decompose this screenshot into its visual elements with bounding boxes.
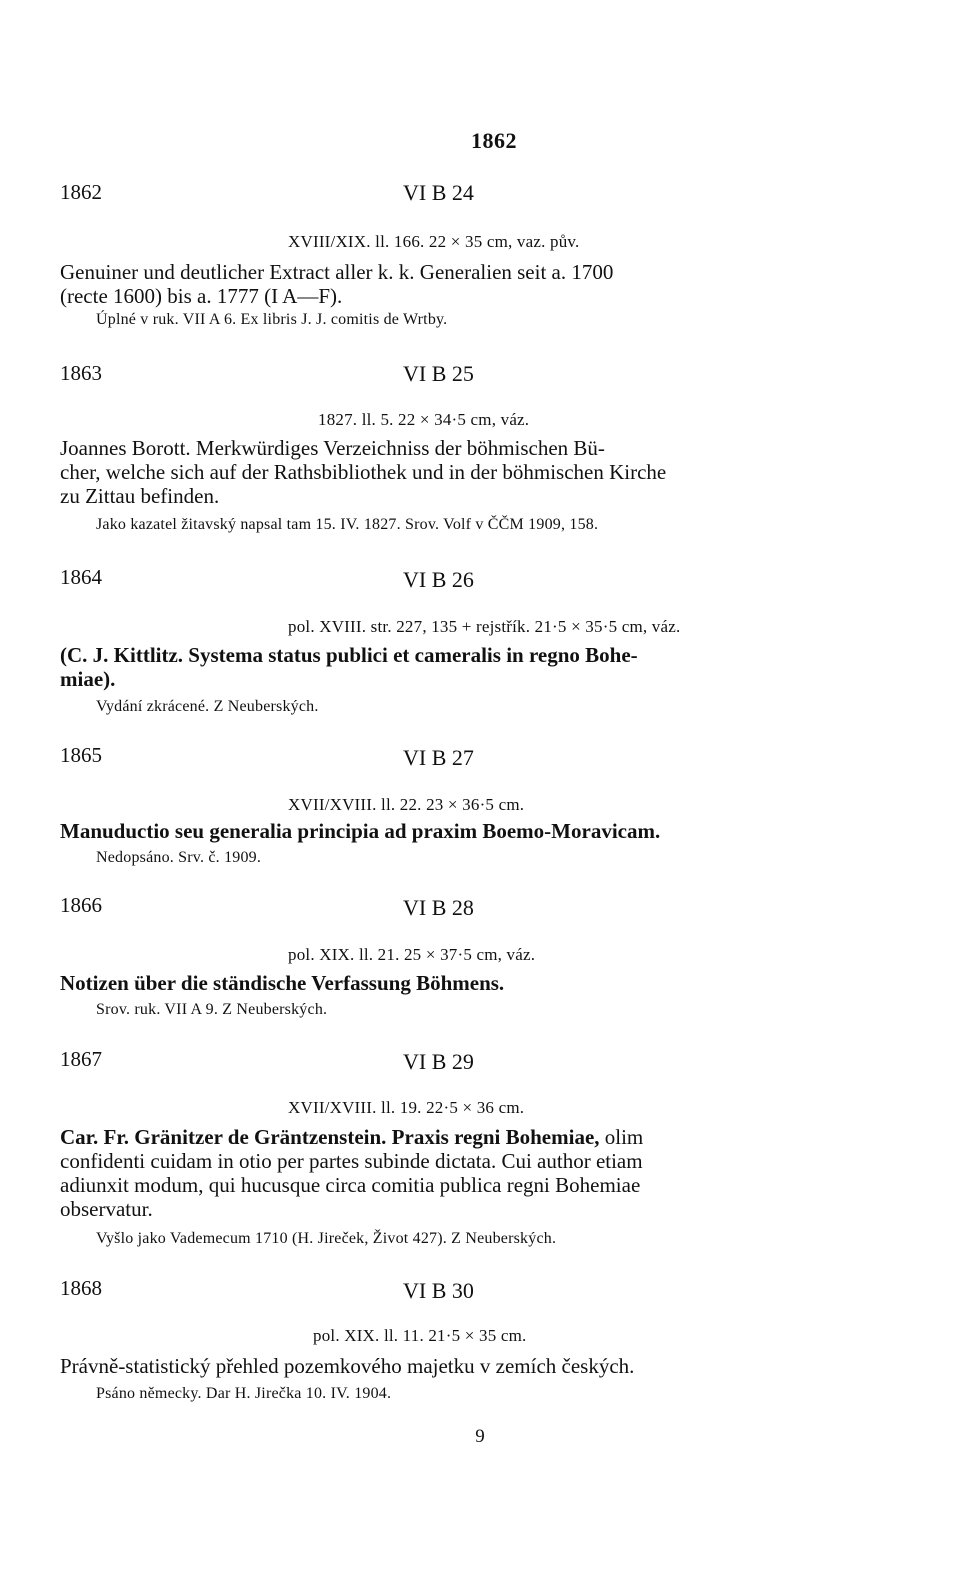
shelfmark: VI B 24 xyxy=(403,180,474,205)
entry-number: 1863 xyxy=(60,361,102,385)
physical-description: XVII/XVIII. ll. 22. 23 × 36·5 cm. xyxy=(288,795,525,814)
title-line: Car. Fr. Gränitzer de Gräntzenstein. Praxis regni Bohemiae, olim xyxy=(60,1125,644,1149)
shelfmark: VI B 27 xyxy=(403,745,474,770)
entry-note: Jako kazatel žitavský napsal tam 15. IV. 1827. Srov. Volf v ČČM 1909, 158. xyxy=(96,516,599,533)
entry-title xyxy=(60,436,845,508)
title-line: cher, welche sich auf der Rathsbibliothek und in der böhmischen Kirche xyxy=(60,460,667,484)
title-line: (recte 1600) bis a. 1777 (I A—F). xyxy=(60,284,343,308)
title-line: adiunxit modum, qui hucusque circa comitia publica regni Bohemiae xyxy=(60,1173,641,1197)
entry-number: 1867 xyxy=(60,1047,102,1071)
running-head-text: 1862 xyxy=(471,128,517,153)
running-head xyxy=(0,128,960,154)
shelfmark: VI B 26 xyxy=(403,567,474,592)
entry-number: 1864 xyxy=(60,565,102,589)
title-line: Právně-statistický přehled pozemkového majetku v zemích českých. xyxy=(60,1354,635,1378)
entry-title xyxy=(60,260,845,308)
shelfmark: VI B 25 xyxy=(403,361,474,386)
entry-title xyxy=(60,1125,845,1221)
page-number: 9 xyxy=(475,1426,485,1447)
entry-number: 1868 xyxy=(60,1276,102,1300)
author-name: Car. Fr. Gränitzer de Gräntzenstein. Praxis regni Bohemiae, xyxy=(60,1125,600,1149)
shelfmark: VI B 29 xyxy=(403,1049,474,1074)
entry-note: Psáno německy. Dar H. Jirečka 10. IV. 1904. xyxy=(96,1385,392,1402)
shelfmark: VI B 30 xyxy=(403,1278,474,1303)
physical-description: pol. XVIII. str. 227, 135 + rejstřík. 21·5 × 35·5 cm, váz. xyxy=(288,617,681,636)
entry-title xyxy=(60,971,845,995)
entry-title xyxy=(60,1354,845,1378)
title-line: Notizen über die ständische Verfassung Böhmens. xyxy=(60,971,505,995)
entry-note: Úplné v ruk. VII A 6. Ex libris J. J. comitis de Wrtby. xyxy=(96,311,448,328)
entry-number: 1862 xyxy=(60,180,102,204)
title-line: confidenti cuidam in otio per partes subinde dictata. Cui author etiam xyxy=(60,1149,643,1173)
physical-description: 1827. ll. 5. 22 × 34·5 cm, váz. xyxy=(318,410,530,429)
shelfmark: VI B 28 xyxy=(403,895,474,920)
entry-note: Srov. ruk. VII A 9. Z Neuberských. xyxy=(96,1001,328,1018)
entry-title xyxy=(60,643,845,691)
entry-note: Vydání zkrácené. Z Neuberských. xyxy=(96,698,319,715)
physical-description: XVIII/XIX. ll. 166. 22 × 35 cm, vaz. pův. xyxy=(288,232,580,251)
entry-number: 1865 xyxy=(60,743,102,767)
physical-description: XVII/XVIII. ll. 19. 22·5 × 36 cm. xyxy=(288,1098,525,1117)
entry-title xyxy=(60,819,845,843)
title-line: Joannes Borott. Merkwürdiges Verzeichniss der böhmischen Bü- xyxy=(60,436,605,460)
physical-description: pol. XIX. ll. 11. 21·5 × 35 cm. xyxy=(313,1326,527,1345)
physical-description: pol. XIX. ll. 21. 25 × 37·5 cm, váz. xyxy=(288,945,536,964)
title-line: (C. J. Kittlitz. Systema status publici et cameralis in regno Bohe- xyxy=(60,643,638,667)
title-line: Manuductio seu generalia principia ad praxim Boemo-Moravicam. xyxy=(60,819,661,843)
title-line: Genuiner und deutlicher Extract aller k. k. Generalien seit a. 1700 xyxy=(60,260,614,284)
entry-number: 1866 xyxy=(60,893,102,917)
entry-note: Nedopsáno. Srv. č. 1909. xyxy=(96,849,262,866)
title-line: miae). xyxy=(60,667,116,691)
entry-note: Vyšlo jako Vademecum 1710 (H. Jireček, Život 427). Z Neuberských. xyxy=(96,1230,557,1247)
title-line: observatur. xyxy=(60,1197,153,1221)
title-line: zu Zittau befinden. xyxy=(60,484,220,508)
